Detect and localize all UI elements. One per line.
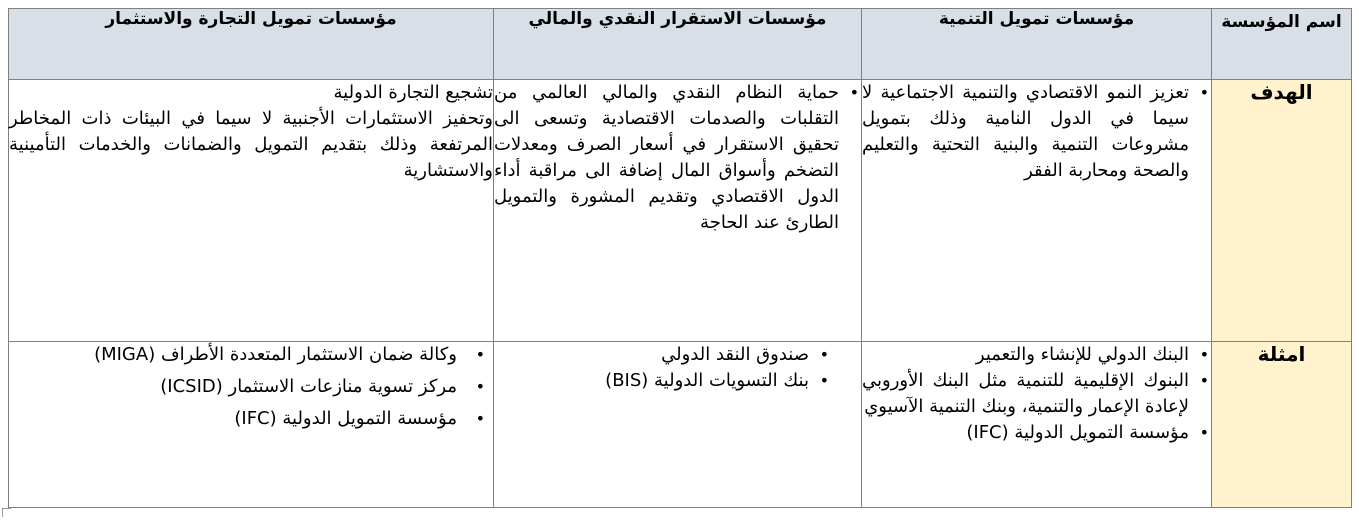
- examples-development-list: [862, 342, 1211, 446]
- list-item: • بنك التسويات الدولية (BIS): [494, 368, 831, 394]
- examples-development-cell: [862, 342, 1212, 508]
- list-item: • مؤسسة التمويل الدولية (IFC): [9, 406, 487, 432]
- list-item: • البنك الدولي للإنشاء والتعمير: [862, 342, 1211, 368]
- list-item: • مركز تسوية منازعات الاستثمار (ICSID): [9, 374, 487, 400]
- list-item: • البنوك الإقليمية للتنمية مثل البنك الأوروبي لإعادة الإعمار والتنمية، وبنك التنمية الآسيوي: [862, 368, 1211, 420]
- examples-monetary-list: [494, 342, 861, 394]
- list-item: • صندوق النقد الدولي: [494, 342, 831, 368]
- page-corner-mark: [2, 508, 11, 517]
- header-development-finance: مؤسسات تمويل التنمية: [862, 9, 1212, 80]
- goal-trade-line-1: تشجيع التجارة الدولية: [333, 82, 493, 103]
- header-institution-name: اسم المؤسسة: [1212, 9, 1352, 80]
- goal-label: الهدف: [1212, 80, 1352, 342]
- goal-monetary-list: [494, 80, 861, 236]
- header-trade-investment: مؤسسات تمويل التجارة والاستثمار: [9, 9, 494, 80]
- list-item: • وكالة ضمان الاستثمار المتعددة الأطراف (MIGA): [9, 342, 487, 368]
- goal-development-list: [862, 80, 1211, 184]
- list-item: • تعزيز النمو الاقتصادي والتنمية الاجتماعية لا سيما في الدول النامية وذلك بتمويل مشروعات التنمية والبنية التحتية والتعليم والصحة ومحاربة الفقر: [862, 80, 1211, 184]
- examples-label: امثلة: [1212, 342, 1352, 508]
- goal-row: [9, 80, 1352, 342]
- examples-row: [9, 342, 1352, 508]
- examples-monetary-cell: [494, 342, 862, 508]
- goal-trade-line-2: وتحفيز الاستثمارات الأجنبية لا سيما في البيئات ذات المخاطر المرتفعة وذلك بتقديم التمويل والضمانات والخدمات التأمينية والاستشارية: [9, 108, 493, 181]
- goal-monetary-cell: [494, 80, 862, 342]
- header-monetary-stability: مؤسسات الاستقرار النقدي والمالي: [494, 9, 862, 80]
- list-item: • حماية النظام النقدي والمالي العالمي من التقلبات والصدمات الاقتصادية وتسعى الى تحقيق الاستقرار في أسعار الصرف ومعدلات التضخم وأسواق المال إضافة الى مراقبة أداء الدول الاقتصادي وتقديم المشورة والتمويل الطارئ عند الحاجة: [494, 80, 861, 236]
- list-item: • مؤسسة التمويل الدولية (IFC): [862, 420, 1211, 446]
- examples-trade-list: [9, 342, 493, 432]
- goal-trade-cell: [9, 80, 494, 342]
- institutions-table: [8, 8, 1352, 508]
- header-row: [9, 9, 1352, 80]
- examples-trade-cell: [9, 342, 494, 508]
- goal-development-cell: [862, 80, 1212, 342]
